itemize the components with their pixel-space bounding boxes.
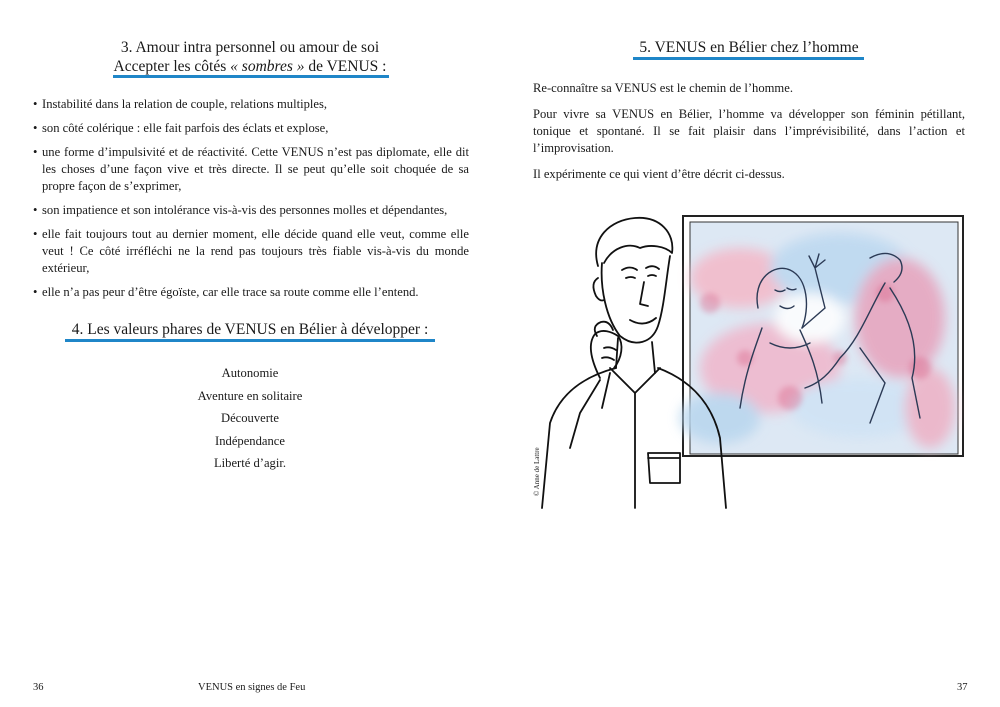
section3-underline [113,75,389,78]
page-number-right: 37 [957,682,968,693]
section3-title-line1: 3. Amour intra personnel ou amour de soi [120,39,380,56]
paragraph: Re-connaître sa VENUS est le chemin de l’homme. [533,81,793,95]
section4-underline [65,339,435,342]
list-item: • elle fait toujours tout au dernier moment, elle décide quand elle veut, comme elle veut ! Ce côté irréfléchi ne la rend pas toujours très fiable vis-à-vis du monde extérieur, [33,226,469,277]
section3-title-line2: Accepter les côtés « sombres » de VENUS : [113,58,387,75]
list-item: • elle n’a pas peur d’être égoïste, car elle trace sa route comme elle l’entend. [33,284,469,301]
section4-title: 4. Les valeurs phares de VENUS en Bélier à développer : [71,321,429,338]
running-title: VENUS en signes de Feu [198,682,306,693]
paragraph: Il expérimente ce qui vient d’être décrit ci-dessus. [533,167,785,181]
value-item: Indépendance [215,433,285,448]
section5-underline [633,57,864,60]
list-item: • une forme d’impulsivité et de réactivité. Cette VENUS n’est pas diplomate, elle dit les choses d’une façon vive et très directe. Il se peut qu’elle soit choquée de sa propre façon de s’exprimer, [33,144,469,195]
painting [680,216,963,456]
value-item: Découverte [220,411,280,425]
right-body-text [533,80,965,192]
list-item: • son impatience et son intolérance vis-à-vis des personnes molles et dépendantes, [33,202,469,219]
section3-title [0,38,500,76]
section5-title: 5. VENUS en Bélier chez l’homme [639,39,859,56]
page-number-left: 36 [33,682,44,693]
paragraph: Pour vivre sa VENUS en Bélier, l’homme va développer son féminin pétillant, tonique et spontané. Il se fait plaisir dans l’imprévisibilité, dans l’action et l’improvisation. [533,107,965,155]
value-item: Aventure en solitaire [197,388,303,403]
illustration-credit: © Anne de Lattre [533,447,541,496]
list-item: • son côté colérique : elle fait parfois des éclats et explose, [33,120,469,137]
bullet-list [33,96,469,308]
list-item: • Instabilité dans la relation de couple, relations multiples, [33,96,469,113]
illustration-man-and-painting [540,208,970,518]
value-item: Liberté d’agir. [213,456,287,470]
values-list [0,362,500,475]
value-item: Autonomie [221,366,279,380]
